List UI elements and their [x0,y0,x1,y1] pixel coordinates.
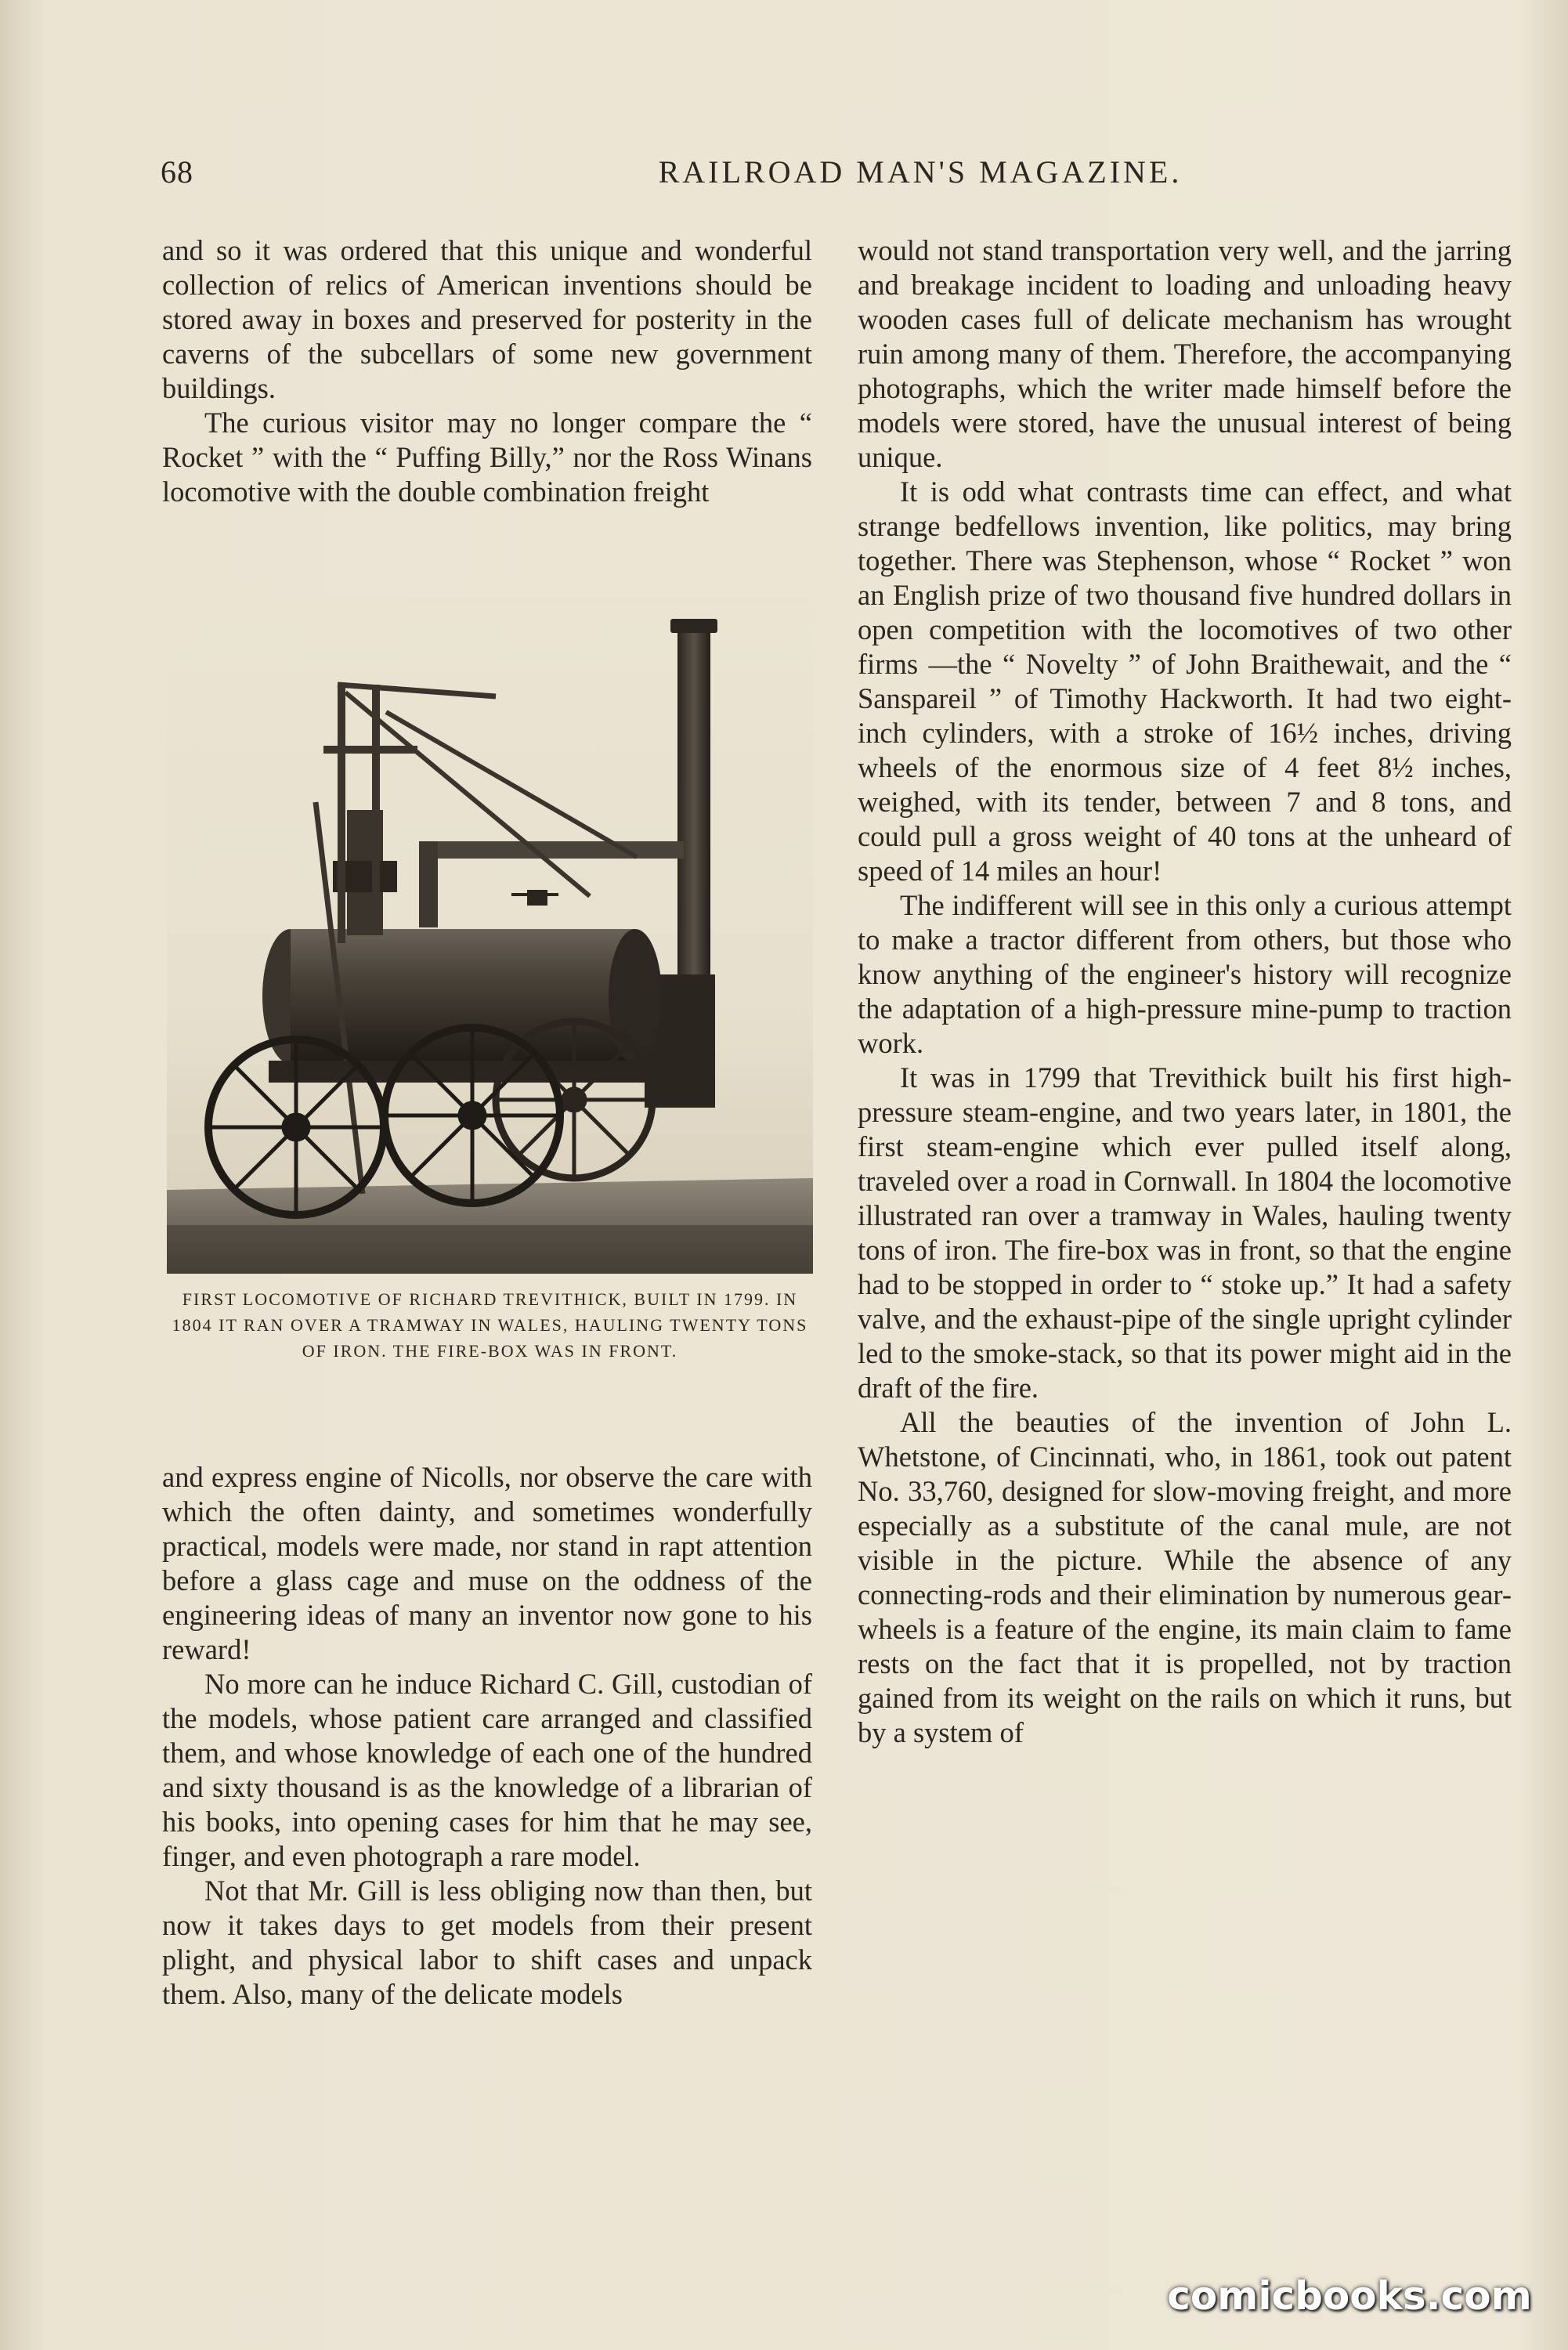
left-column-bottom [162,1460,812,2012]
source-watermark: comicbooks.com [1167,2273,1532,2319]
paragraph: It is odd what contrasts time can effect, and what strange bedfellows invention, like politics, may bring together. There was Stephenson, whose “ Rocket ” won an English prize of two thousand five hundred dollars in open competition with the locomotives of two other firms —the “ Novelty ” of John Braithewait, and the “ Sanspareil ” of Timothy Hackworth. It had two eight-inch cylinders, with a stroke of 16½ inches, driving wheels of the enormous size of 4 feet 8½ inches, weighed, with its tender, between 7 and 8 tons, and could pull a gross weight of 40 tons at the unheard of speed of 14 miles an hour! [858,475,1512,887]
paragraph: and so it was ordered that this unique and wonderful collection of relics of American inventions should be stored away in boxes and preserved for posterity in the caverns of the subcellars of some new government buildings. [162,234,812,404]
locomotive-photograph [167,598,813,1274]
paragraph: The indifferent will see in this only a curious attempt to make a tractor different from others, but those who know anything of the engineer's history will recognize the adaptation of a high-pressure mine-pump to traction work. [858,889,1512,1059]
paragraph: and express engine of Nicolls, nor observe the care with which the often dainty, and sometimes wonderfully practical, models were made, nor stand in rapt attention before a glass cage and muse on the oddness of the engineering ideas of many an inventor now gone to his reward! [162,1461,812,1665]
paragraph: The curious visitor may no longer compare the “ Rocket ” with the “ Puffing Billy,” nor the Ross Winans locomotive with the double combination freight [162,407,812,508]
paragraph: All the beauties of the invention of John L. Whetstone, of Cincinnati, who, in 1861, took out patent No. 33,760, designed for slow-moving freight, and more especially as a substitute of the canal mule, are not visible in the picture. While the absence of any connecting-rods and their elimination by numerous gear-wheels is a feature of the engine, its main claim to fame rests on the fact that it is propelled, not by traction gained from its weight on the rails on which it runs, but by a system of [858,1406,1512,1748]
running-header [161,154,1523,201]
running-title: RAILROAD MAN'S MAGAZINE. [658,154,1183,190]
left-column-top [162,233,812,509]
paragraph: No more can he induce Richard C. Gill, custodian of the models, whose patient care arranged and classified them, and whose knowledge of each one of the hundred and sixty thousand is as the knowledge of a librarian of his books, into opening cases for him that he may see, finger, and even photograph a rare model. [162,1668,812,1872]
paragraph: Not that Mr. Gill is less obliging now than then, but now it takes days to get models from their present plight, and physical labor to shift cases and unpack them. Also, many of the delicate models [162,1875,812,2010]
paragraph: It was in 1799 that Trevithick built his first high-pressure steam-engine, and two years later, in 1801, the first steam-engine which ever pulled itself along, traveled over a road in Cornwall. In 1804 the locomotive illustrated ran over a tramway in Wales, hauling twenty tons of iron. The fire-box was in front, so that the engine had to be stopped in order to “ stoke up.” It had a safety valve, and the exhaust-pipe of the single upright cylinder led to the smoke-stack, so that its power might aid in the draft of the fire. [858,1061,1512,1404]
trevithick-locomotive-image [167,598,813,1274]
paragraph: would not stand transportation very well, and the jarring and breakage incident to loading and unloading heavy wooden cases full of delicate mechanism has wrought ruin among many of them. Therefore, the accompanying photographs, which the writer made himself before the models were stored, have the unusual interest of being unique. [858,234,1512,473]
page-number: 68 [161,154,193,190]
figure-caption: FIRST LOCOMOTIVE OF RICHARD TREVITHICK, BUILT IN 1799. IN 1804 IT RAN OVER A TRAMWAY IN WALES, HAULING TWENTY TONS OF IRON. THE FIRE-BOX WAS IN FRONT. [172,1289,808,1361]
right-column [858,233,1512,1750]
